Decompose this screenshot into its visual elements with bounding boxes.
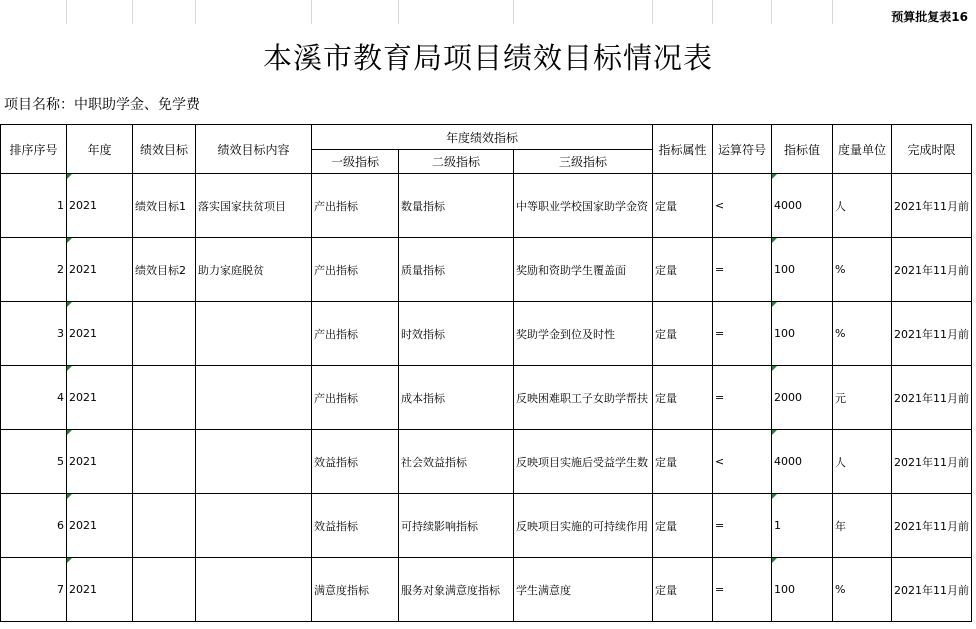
cell-attr: 定量 (653, 302, 713, 366)
cell-value: 100 (772, 558, 833, 622)
table-row (1, 558, 972, 622)
cell-op: < (713, 174, 772, 238)
cell-op: = (713, 238, 772, 302)
performance-table (0, 124, 972, 622)
cell-seq: 6 (1, 494, 67, 558)
document-code: 预算批复表16 (891, 10, 968, 24)
cell-level3: 反映项目实施的可持续作用 (514, 494, 653, 558)
cell-attr: 定量 (653, 238, 713, 302)
cell-value: 4000 (772, 430, 833, 494)
table-row (1, 366, 972, 430)
cell-level2: 成本指标 (399, 366, 514, 430)
cell-time: 2021年11月前 (892, 430, 972, 494)
cell-unit: 元 (833, 366, 892, 430)
cell-level1: 产出指标 (312, 174, 399, 238)
cell-level1: 效益指标 (312, 494, 399, 558)
header-level2: 二级指标 (399, 150, 514, 174)
cell-level3: 奖励和资助学生覆盖面 (514, 238, 653, 302)
cell-op: = (713, 302, 772, 366)
table-row (1, 302, 972, 366)
cell-time: 2021年11月前 (892, 494, 972, 558)
cell-level3: 学生满意度 (514, 558, 653, 622)
cell-goal (133, 430, 196, 494)
cell-goal-content: 落实国家扶贫项目 (196, 174, 312, 238)
cell-level2: 可持续影响指标 (399, 494, 514, 558)
cell-unit: % (833, 558, 892, 622)
cell-value: 1 (772, 494, 833, 558)
cell-goal-content (196, 302, 312, 366)
cell-goal: 绩效目标1 (133, 174, 196, 238)
cell-goal (133, 558, 196, 622)
header-goal-content: 绩效目标内容 (196, 125, 312, 174)
cell-level3: 反映困难职工子女助学帮扶 (514, 366, 653, 430)
header-goal: 绩效目标 (133, 125, 196, 174)
table-row (1, 430, 972, 494)
cell-year: 2021 (67, 430, 133, 494)
cell-level2: 服务对象满意度指标 (399, 558, 514, 622)
cell-attr: 定量 (653, 174, 713, 238)
cell-time: 2021年11月前 (892, 238, 972, 302)
cell-op: = (713, 494, 772, 558)
header-attr: 指标属性 (653, 125, 713, 174)
cell-level2: 数量指标 (399, 174, 514, 238)
sheet-grid-top (0, 0, 976, 24)
cell-op: < (713, 430, 772, 494)
cell-seq: 5 (1, 430, 67, 494)
cell-year: 2021 (67, 366, 133, 430)
table-row (1, 238, 972, 302)
cell-level1: 效益指标 (312, 430, 399, 494)
cell-year: 2021 (67, 174, 133, 238)
header-value: 指标值 (772, 125, 833, 174)
cell-value: 2000 (772, 366, 833, 430)
cell-goal-content (196, 366, 312, 430)
cell-goal (133, 302, 196, 366)
cell-level2: 社会效益指标 (399, 430, 514, 494)
header-year: 年度 (67, 125, 133, 174)
cell-goal (133, 494, 196, 558)
cell-attr: 定量 (653, 366, 713, 430)
cell-level1: 满意度指标 (312, 558, 399, 622)
cell-unit: % (833, 238, 892, 302)
cell-time: 2021年11月前 (892, 302, 972, 366)
page-title: 本溪市教育局项目绩效目标情况表 (262, 41, 713, 75)
cell-value: 4000 (772, 174, 833, 238)
header-op: 运算符号 (713, 125, 772, 174)
cell-seq: 4 (1, 366, 67, 430)
cell-year: 2021 (67, 494, 133, 558)
header-unit: 度量单位 (833, 125, 892, 174)
table-row (1, 494, 972, 558)
header-level1: 一级指标 (312, 150, 399, 174)
cell-value: 100 (772, 238, 833, 302)
table-row (1, 174, 972, 238)
cell-level2: 质量指标 (399, 238, 514, 302)
cell-year: 2021 (67, 302, 133, 366)
cell-attr: 定量 (653, 430, 713, 494)
cell-unit: % (833, 302, 892, 366)
cell-seq: 1 (1, 174, 67, 238)
cell-seq: 7 (1, 558, 67, 622)
cell-attr: 定量 (653, 494, 713, 558)
cell-level1: 产出指标 (312, 366, 399, 430)
cell-attr: 定量 (653, 558, 713, 622)
cell-unit: 人 (833, 430, 892, 494)
cell-level3: 奖助学金到位及时性 (514, 302, 653, 366)
cell-op: = (713, 366, 772, 430)
header-time: 完成时限 (892, 125, 972, 174)
cell-level1: 产出指标 (312, 238, 399, 302)
cell-time: 2021年11月前 (892, 174, 972, 238)
cell-op: = (713, 558, 772, 622)
cell-goal-content: 助力家庭脱贫 (196, 238, 312, 302)
cell-level1: 产出指标 (312, 302, 399, 366)
cell-unit: 年 (833, 494, 892, 558)
cell-level3: 中等职业学校国家助学金资 (514, 174, 653, 238)
cell-goal-content (196, 494, 312, 558)
cell-unit: 人 (833, 174, 892, 238)
cell-level3: 反映项目实施后受益学生数 (514, 430, 653, 494)
header-seq: 排序序号 (1, 125, 67, 174)
cell-time: 2021年11月前 (892, 366, 972, 430)
header-indicator-group: 年度绩效指标 (312, 125, 653, 150)
cell-seq: 2 (1, 238, 67, 302)
cell-goal (133, 366, 196, 430)
cell-time: 2021年11月前 (892, 558, 972, 622)
cell-goal: 绩效目标2 (133, 238, 196, 302)
cell-goal-content (196, 558, 312, 622)
cell-year: 2021 (67, 238, 133, 302)
header-level3: 三级指标 (514, 150, 653, 174)
cell-value: 100 (772, 302, 833, 366)
cell-seq: 3 (1, 302, 67, 366)
project-name: 项目名称：中职助学金、免学费 (4, 97, 200, 113)
cell-level2: 时效指标 (399, 302, 514, 366)
cell-goal-content (196, 430, 312, 494)
cell-year: 2021 (67, 558, 133, 622)
